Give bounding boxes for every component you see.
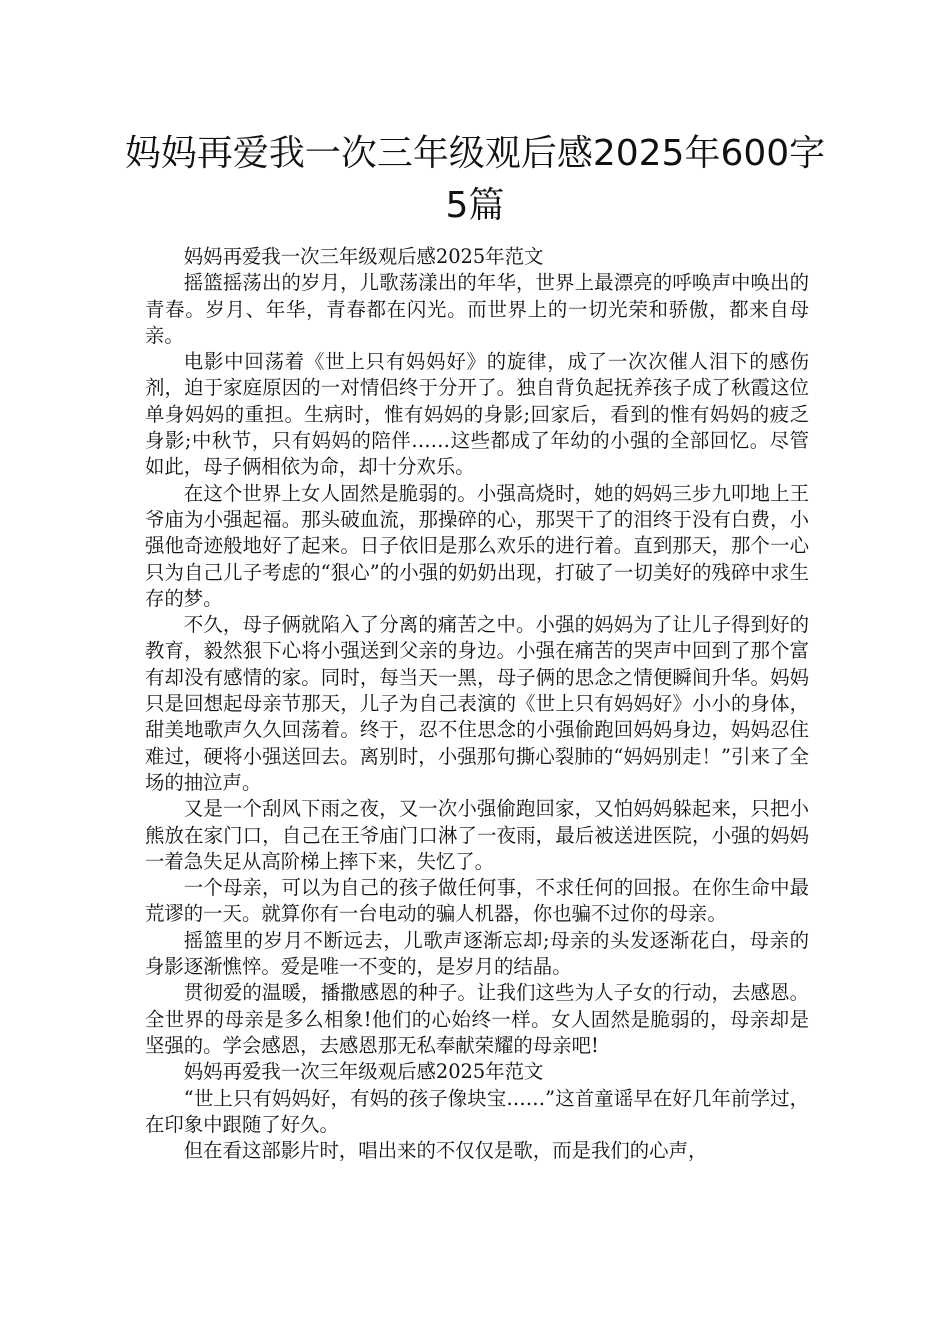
paragraph: 又是一个刮风下雨之夜，又一次小强偷跑回家，又怕妈妈躲起来，只把小熊放在家门口，自己在王爷庙门口淋了一夜雨，最后被送进医院，小强的妈妈一着急失足从高阶梯上摔下来，失忆了。 (145, 797, 809, 873)
paragraph: 但在看这部影片时，唱出来的不仅仅是歌，而是我们的心声， (183, 1139, 708, 1163)
document-body (145, 244, 809, 1164)
paragraph: 摇篮里的岁月不断远去，儿歌声逐渐忘却;母亲的头发逐渐花白，母亲的身影逐渐憔悴。爱是唯一不变的，是岁月的结晶。 (145, 928, 809, 979)
section-heading: 妈妈再爱我一次三年级观后感2025年范文 (183, 1060, 544, 1084)
document-title: 妈妈再爱我一次三年级观后感2025年600字5篇 (124, 133, 826, 226)
paragraph: 摇篮摇荡出的岁月，儿歌荡漾出的年华，世界上最漂亮的呼唤声中唤出的青春。岁月、年华，青春都在闪光。而世界上的一切光荣和骄傲，都来自母亲。 (145, 271, 809, 347)
paragraph: 贯彻爱的温暖，播撒感恩的种子。让我们这些为人子女的行动，去感恩。全世界的母亲是多么相象!他们的心始终一样。女人固然是脆弱的，母亲却是坚强的。学会感恩，去感恩那无私奉献荣耀的母亲吧! (145, 981, 809, 1057)
section-heading: 妈妈再爱我一次三年级观后感2025年范文 (183, 245, 544, 268)
paragraph: “世上只有妈妈好，有妈的孩子像块宝……”这首童谣早在好几年前学过，在印象中跟随了好久。 (145, 1086, 809, 1136)
paragraph: 一个母亲，可以为自己的孩子做任何事，不求任何的回报。在你生命中最荒谬的一天。就算你有一台电动的骗人机器，你也骗不过你的母亲。 (145, 876, 809, 926)
paragraph: 在这个世界上女人固然是脆弱的。小强高烧时，她的妈妈三步九叩地上王爷庙为小强起福。那头破血流，那操碎的心，那哭干了的泪终于没有白费，小强他奇迹般地好了起来。日子依旧是那么欢乐的进行着。直到那天，那个一心只为自己儿子考虑的“狠心”的小强的奶奶出现，打破了一切美好的残碎中求生存的梦。 (145, 481, 809, 610)
paragraph: 电影中回荡着《世上只有妈妈好》的旋律，成了一次次催人泪下的感伤剂，迫于家庭原因的一对情侣终于分开了。独自背负起抚养孩子成了秋霞这位单身妈妈的重担。生病时，惟有妈妈的身影;回家后，看到的惟有妈妈的疲乏身影;中秋节，只有妈妈的陪伴……这些都成了年幼的小强的全部回忆。尽管如此，母子俩相依为命，却十分欢乐。 (145, 350, 809, 479)
paragraph: 不久，母子俩就陷入了分离的痛苦之中。小强的妈妈为了让儿子得到好的教育，毅然狠下心将小强送到父亲的身边。小强在痛苦的哭声中回到了那个富有却没有感情的家。同时，每当天一黑，母子俩的思念之情便瞬间升华。妈妈只是回想起母亲节那天，儿子为自己表演的《世上只有妈妈好》小小的身体，甜美地歌声久久回荡着。终于，忍不住思念的小强偷跑回妈妈身边，妈妈忍住难过，硬将小强送回去。离别时，小强那句撕心裂肺的“妈妈别走！”引来了全场的抽泣声。 (145, 613, 809, 794)
